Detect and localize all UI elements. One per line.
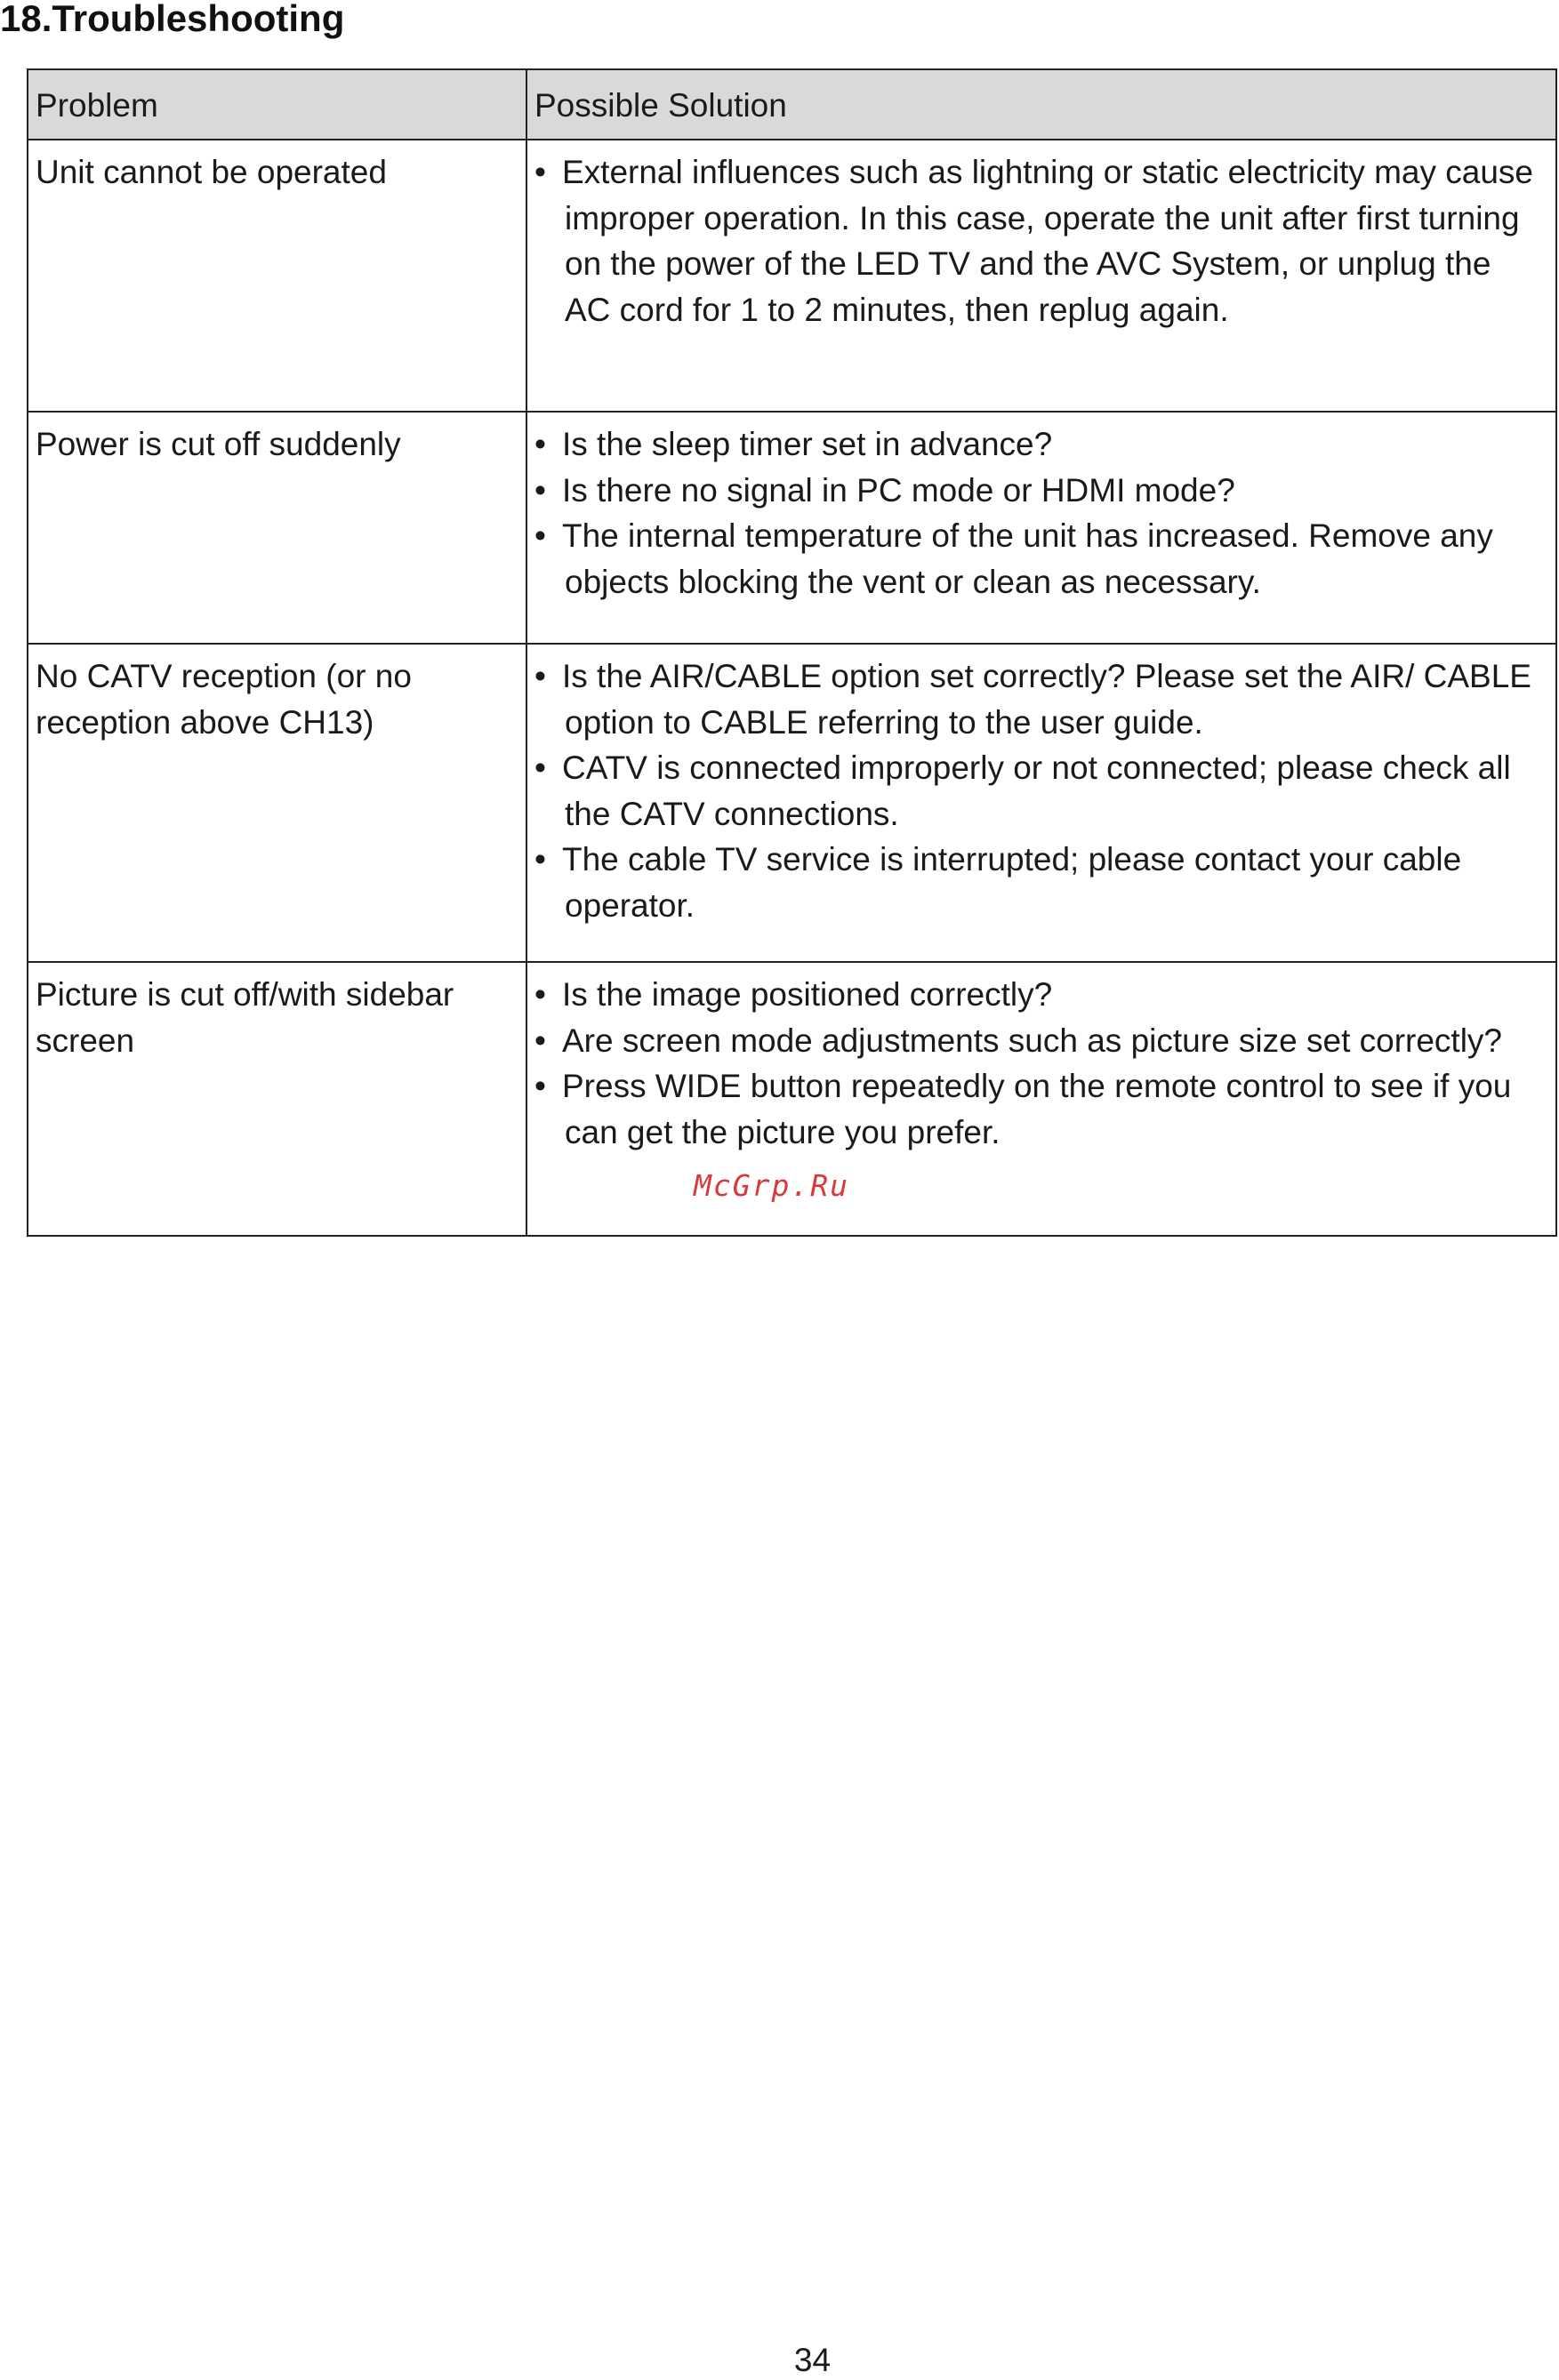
solution-text: Press WIDE button repeatedly on the remote control to see if you can get the picture you prefer.	[562, 1068, 1512, 1150]
solution-text: Is the AIR/CABLE option set correctly? Please set the AIR/ CABLE option to CABLE referring to the user guide.	[562, 658, 1531, 741]
problem-cell: Power is cut off suddenly	[28, 412, 526, 644]
solution-item	[534, 421, 1538, 468]
solution-cell	[526, 412, 1556, 644]
solution-item	[534, 972, 1538, 1018]
table-header-row	[28, 69, 1556, 140]
table-row	[28, 140, 1556, 412]
solution-cell	[526, 962, 1556, 1236]
bullet-icon: •	[534, 154, 546, 190]
table-row	[28, 412, 1556, 644]
bullet-icon: •	[534, 1022, 546, 1059]
table-row	[28, 644, 1556, 962]
troubleshooting-table	[27, 68, 1557, 1237]
bullet-icon: •	[534, 841, 546, 877]
bullet-icon: •	[534, 471, 546, 509]
watermark: McGrp.Ru	[694, 1168, 849, 1203]
bullet-icon: •	[534, 426, 546, 462]
bullet-icon: •	[534, 1068, 546, 1104]
header-problem: Problem	[28, 69, 526, 140]
solution-cell	[526, 644, 1556, 962]
solution-item	[534, 1063, 1538, 1155]
solution-text: Is the sleep timer set in advance?	[562, 426, 1053, 462]
solution-text: The cable TV service is interrupted; please contact your cable operator.	[562, 841, 1462, 924]
solution-text: CATV is connected improperly or not connected; please check all the CATV connections.	[562, 749, 1511, 832]
solution-item	[534, 837, 1538, 928]
solution-text: Are screen mode adjustments such as picture size set correctly?	[562, 1022, 1503, 1059]
section-title: 18.Troubleshooting	[0, 0, 345, 39]
problem-cell: Picture is cut off/with sidebar screen	[28, 962, 526, 1236]
bullet-icon: •	[534, 658, 546, 694]
solution-text: The internal temperature of the unit has increased. Remove any objects blocking the vent or clean as necessary.	[562, 517, 1493, 600]
page-number: 34	[793, 2342, 832, 2378]
solution-text: Is there no signal in PC mode or HDMI mode?	[562, 471, 1235, 509]
problem-cell: No CATV reception (or no reception above CH13)	[28, 644, 526, 962]
solution-item	[534, 149, 1538, 333]
solution-item	[534, 1018, 1538, 1064]
bullet-icon: •	[534, 749, 546, 786]
problem-cell: Unit cannot be operated	[28, 140, 526, 412]
solution-item	[534, 745, 1538, 837]
header-possible-solution: Possible Solution	[526, 69, 1556, 140]
solution-item	[534, 513, 1538, 605]
bullet-icon: •	[534, 517, 546, 554]
solution-text: Is the image positioned correctly?	[562, 976, 1053, 1013]
solution-cell	[526, 140, 1556, 412]
solution-text: External influences such as lightning or static electricity may cause improper operation. In this case, operate the unit after first turning on the power of the LED TV and the AVC System, or unplug the AC cord for 1 to 2 minutes, then replug again.	[562, 154, 1534, 328]
solution-item	[534, 653, 1538, 745]
solution-item	[534, 468, 1538, 514]
bullet-icon: •	[534, 976, 546, 1013]
